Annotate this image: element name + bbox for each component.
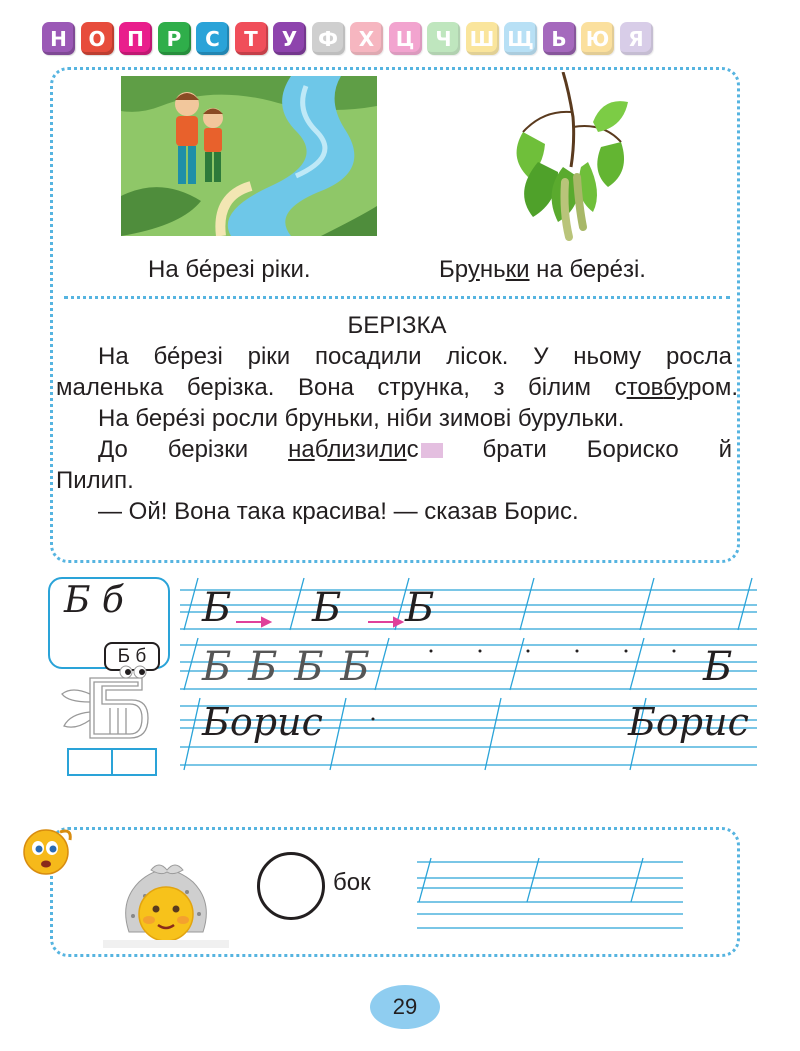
alphabet-letter: О [81,22,114,55]
sound-box[interactable] [111,748,157,776]
alphabet-letter: Ю [581,22,614,55]
sound-scheme[interactable] [67,748,157,776]
alphabet-letter: Ц [389,22,422,55]
caption-river: На бе́резі ріки. [148,256,311,283]
sound-circle[interactable] [257,852,325,920]
script-letter: Б [703,644,733,690]
alphabet-letter: Ф [312,22,345,55]
alphabet-letter: Я [620,22,653,55]
letter-robot-icon [52,664,156,744]
story-line: — Ой! Вона така красива! — сказав Борис. [98,498,579,525]
kolobok-illustration [103,862,229,948]
alphabet-letter: Т [235,22,268,55]
task-writing-lines [405,850,685,940]
story-line: До берізки наблизилис брати Бориско й [98,436,732,463]
script-word: Борис [628,700,749,744]
script-row-trace: Б Б Б Б [202,644,372,690]
caption-birch: Бруньки на бере́зі. [439,256,646,283]
alphabet-letter: С [196,22,229,55]
story-line: маленька берізка. Вона струнка, з білим стовбуром. [56,374,738,401]
script-letter: Б [312,585,342,631]
story-line: На бере́зі росли бруньки, ніби зимові бурульки. [98,405,625,432]
script-word: Борис [202,700,323,744]
story-line: Пилип. [56,467,134,494]
letter-card-script: Б б [64,580,124,621]
alphabet-letter: Ш [466,22,499,55]
sound-box[interactable] [67,748,113,776]
story-title: БЕРІЗКА [347,312,447,339]
alphabet-letter: П [119,22,152,55]
letter-chip: Б б [104,642,160,671]
alphabet-letter: Ь [543,22,576,55]
thinking-emoji-icon [22,826,76,876]
page-number: 29 [370,985,440,1029]
alphabet-letter: Р [158,22,191,55]
alphabet-letter: Щ [504,22,537,55]
script-letter: Б [202,585,232,631]
story-line: На бе́резі ріки посадили лісок. У ньому росла [98,343,732,370]
alphabet-letter: Н [42,22,75,55]
script-letter: Б [405,585,435,631]
task-word: бок [333,869,371,896]
alphabet-letter: У [273,22,306,55]
alphabet-letter: Х [350,22,383,55]
alphabet-letter: Ч [427,22,460,55]
